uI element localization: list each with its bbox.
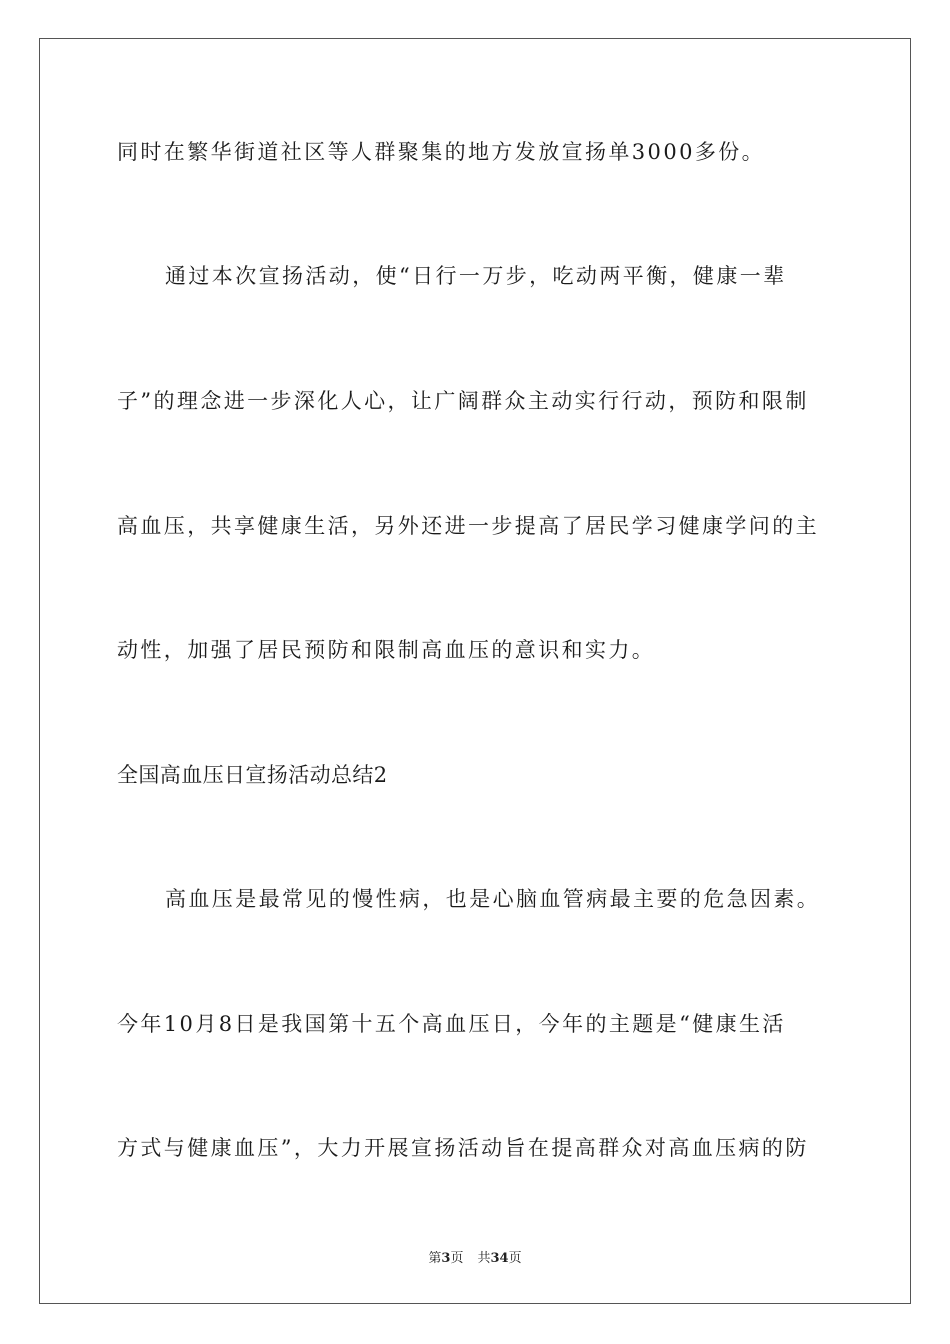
body-line-7: 今年10月8日是我国第十五个高血压日，今年的主题是“健康生活 xyxy=(117,1012,786,1036)
page-footer xyxy=(0,1247,950,1266)
body-line-5: 动性，加强了居民预防和限制高血压的意识和实力。 xyxy=(117,638,656,662)
body-line-2: 通过本次宣扬活动，使“日行一万步，吃动两平衡，健康一辈 xyxy=(165,264,787,288)
total-prefix: 共 xyxy=(477,1251,491,1266)
body-line-6: 高血压是最常见的慢性病，也是心脑血管病最主要的危急因素。 xyxy=(165,887,821,911)
body-line-4: 高血压，共享健康生活，另外还进一步提高了居民学习健康学问的主 xyxy=(117,514,819,538)
body-line-1: 同时在繁华街道社区等人群聚集的地方发放宣扬单3000多份。 xyxy=(117,140,766,164)
section-heading: 全国高血压日宣扬活动总结2 xyxy=(117,763,388,787)
page-prefix: 第 xyxy=(428,1251,442,1266)
total-suffix: 页 xyxy=(508,1251,522,1266)
total-pages: 34 xyxy=(490,1251,509,1266)
body-line-3: 子”的理念进一步深化人心，让广阔群众主动实行行动，预防和限制 xyxy=(117,389,809,413)
page-number: 3 xyxy=(441,1251,451,1266)
body-line-8: 方式与健康血压”，大力开展宣扬活动旨在提高群众对高血压病的防 xyxy=(117,1136,809,1160)
page-border xyxy=(39,38,911,1304)
page-suffix: 页 xyxy=(450,1251,464,1266)
